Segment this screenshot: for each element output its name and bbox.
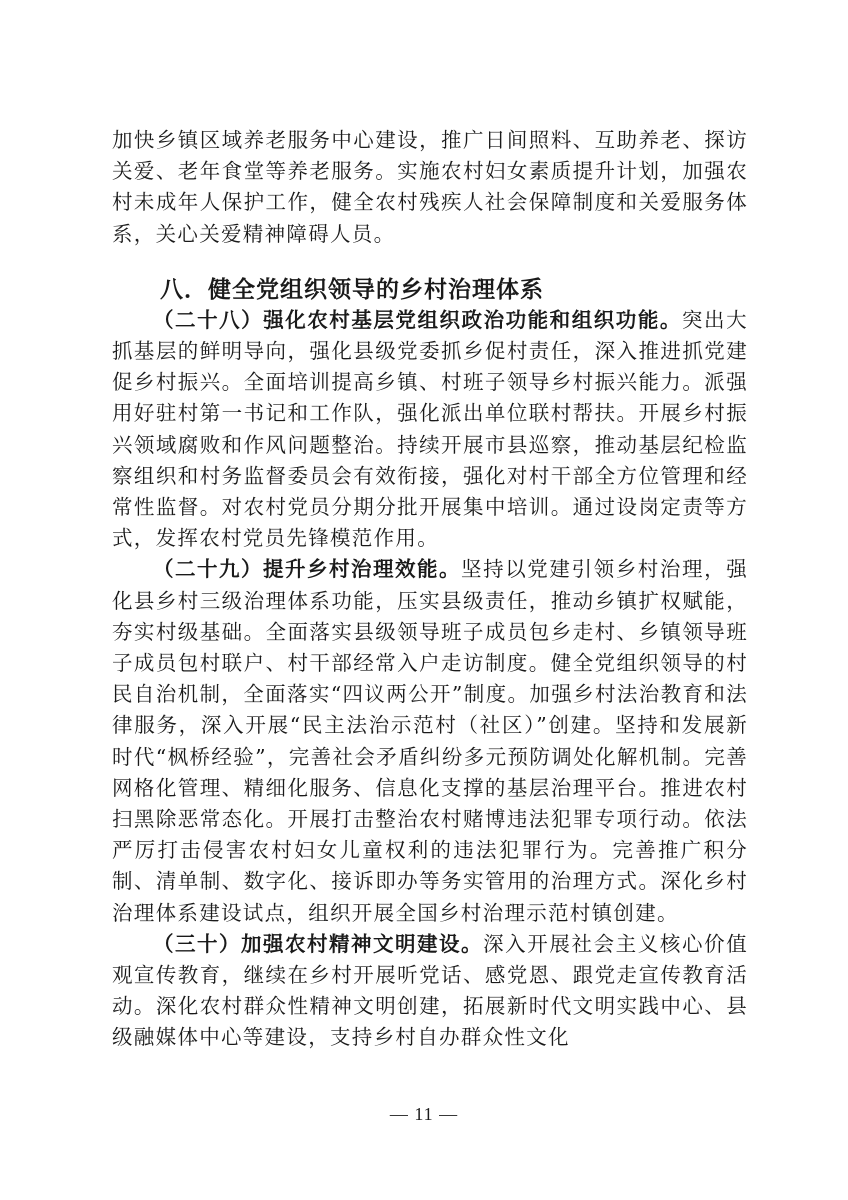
paragraph-29-text: 坚持以党建引领乡村治理，强化县乡村三级治理体系功能，压实县级责任，推动乡镇扩权赋能，夯实村级基础。全面落实县级领导班子成员包乡走村、乡镇领导班子成员包村联户、村干部经常入户走访制度。健全党组织领导的村民自治机制，全面落实“四议两公开”制度。加强乡村法治教育和法律服务，深入开展“民主法治示范村（社区）”创建。坚持和发展新时代“枫桥经验”，完善社会矛盾纠纷多元预防调处化解机制。完善网格化管理、精细化服务、信息化支撑的基层治理平台。推进农村扫黑除恶常态化。开展打击整治农村赌博违法犯罪专项行动。依法严厉打击侵害农村妇女儿童权利的违法犯罪行为。完善推广积分制、清单制、数字化、接诉即办等务实管用的治理方式。深化乡村治理体系建设试点，组织开展全国乡村治理示范村镇创建。 [112,557,748,925]
paragraph-30-text: 深入开展社会主义核心价值观宣传教育，继续在乡村开展听党话、感党恩、跟党走宣传教育活动。深化农村群众性精神文明创建，拓展新时代文明实践中心、县级融媒体中心等建设，支持乡村自办群众性文化 [112,931,748,1050]
paragraph-30 [112,929,748,1054]
paragraph-28-lead: （二十八）强化农村基层党组织政治功能和组织功能。 [153,307,682,332]
paragraph-30-lead: （三十）加强农村精神文明建设。 [153,931,484,956]
paragraph-28 [112,305,748,555]
paragraph-elderly-care: 加快乡镇区域养老服务中心建设，推广日间照料、互助养老、探访关爱、老年食堂等养老服务。实施农村妇女素质提升计划，加强农村未成年人保护工作，健全农村残疾人社会保障制度和关爱服务体系，关心关爱精神障碍人员。 [112,128,748,246]
document-body [112,125,748,1054]
page-number: — 11 — [389,1104,459,1124]
paragraph-29 [112,554,748,928]
paragraph-29-lead: （二十九）提升乡村治理效能。 [153,557,461,582]
section-heading: 八．健全党组织领导的乡村治理体系 [160,276,544,303]
paragraph-28-text: 突出大抓基层的鲜明导向，强化县级党委抓乡促村责任，深入推进抓党建促乡村振兴。全面培训提高乡镇、村班子领导乡村振兴能力。派强用好驻村第一书记和工作队，强化派出单位联村帮扶。开展乡村振兴领域腐败和作风问题整治。持续开展市县巡察，推动基层纪检监察组织和村务监督委员会有效衔接，强化对村干部全方位管理和经常性监督。对农村党员分期分批开展集中培训。通过设岗定责等方式，发挥农村党员先锋模范作用。 [112,307,748,551]
